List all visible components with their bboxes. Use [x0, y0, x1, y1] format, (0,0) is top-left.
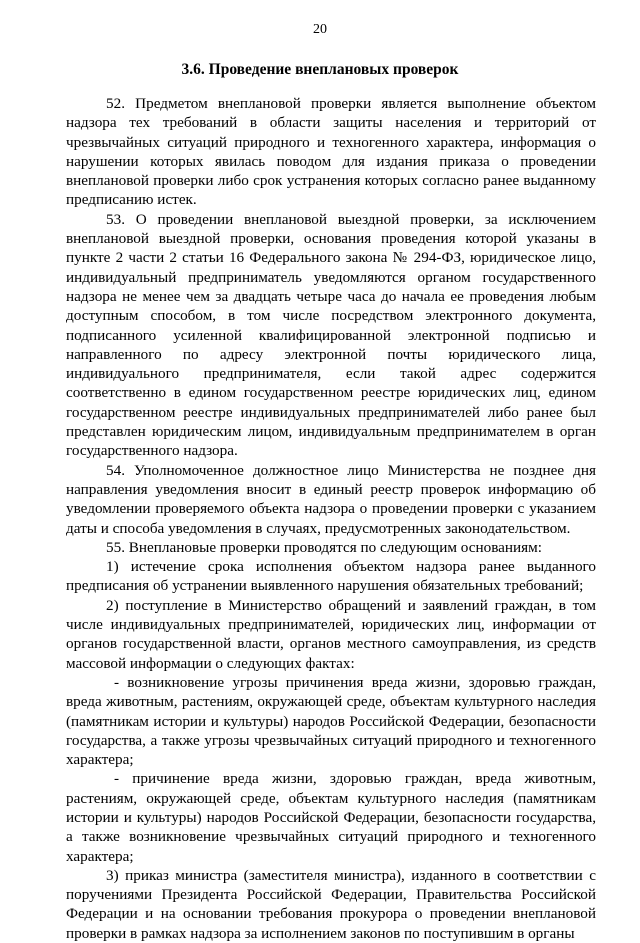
dash-item-threat: - возникновение угрозы причинения вреда жизни, здоровью граждан, вреда животным, растениям, окружающей среде, объектам культурного наследия (памятникам истории и культуры) народов Российской Федерации, безопасности государства, а также угрозы чрезвычайных ситуаций природного и техногенного характера; — [66, 673, 596, 769]
document-body — [66, 94, 596, 943]
list-item-3: 3) приказ министра (заместителя министра), изданного в соответствии с поручениями Президента Российской Федерации, Правительства Российской Федерации и на основании требования прокурора о проведении внеплановой проверки в рамках надзора за исполнением законов по поступившим в органы — [66, 866, 596, 942]
paragraph-52: 52. Предметом внеплановой проверки является выполнение объектом надзора тех требований в области защиты населения и территорий от чрезвычайных ситуаций природного и техногенного характера, информация о нарушении которых явилась поводом для издания приказа о проведении внеплановой проверки либо срок устранения которых согласно ранее выданному предписанию истек. — [66, 95, 596, 209]
paragraph-55: 55. Внеплановые проверки проводятся по следующим основаниям: — [106, 538, 542, 556]
section-title: 3.6. Проведение внеплановых проверок — [181, 61, 459, 78]
list-item-1: 1) истечение срока исполнения объектом надзора ранее выданного предписания об устранении выявленного нарушения обязательных требований; — [66, 558, 596, 595]
dash-item-harm: - причинение вреда жизни, здоровью граждан, вреда животным, растениям, окружающей среде, объектам культурного наследия (памятникам истории и культуры) народов Российской Федерации, безопасности государства, а также возникновение чрезвычайных ситуаций природного и техногенного характера; — [66, 770, 596, 865]
paragraph-53: 53. О проведении внеплановой выездной проверки, за исключением внеплановой выездной проверки, основания проведения которой указаны в пункте 2 части 2 статьи 16 Федерального закона № 294-ФЗ, юридическое лицо, индивидуальный предприниматель уведомляются органом государственного надзора не менее чем за двадцать четыре часа до начала ее проведения любым доступным способом, в том числе посредством электронного документа, подписанного усиленной квалифицированной электронной подписью и направленного по адресу электронной почты юридического лица, индивидуального предпринимателя, если такой адрес содержится соответственно в едином государственном реестре юридических лиц, едином государственном реестре индивидуальных предпринимателей либо ранее был представлен юридическим лицом, индивидуальным предпринимателем в орган государственного надзора. — [66, 210, 596, 460]
list-item-2: 2) поступление в Министерство обращений и заявлений граждан, в том числе индивидуальных предпринимателей, юридических лиц, информации от органов государственной власти, органов местного самоуправления, из средств массовой информации о следующих фактах: — [66, 596, 596, 672]
page-number: 20 — [313, 22, 327, 37]
paragraph-54: 54. Уполномоченное должностное лицо Министерства не позднее дня направления уведомления вносит в единый реестр проверок информацию об уведомлении проверяемого объекта надзора о проведении проверки с указанием даты и способа уведомления в случаях, предусмотренных законодательством. — [66, 461, 596, 537]
